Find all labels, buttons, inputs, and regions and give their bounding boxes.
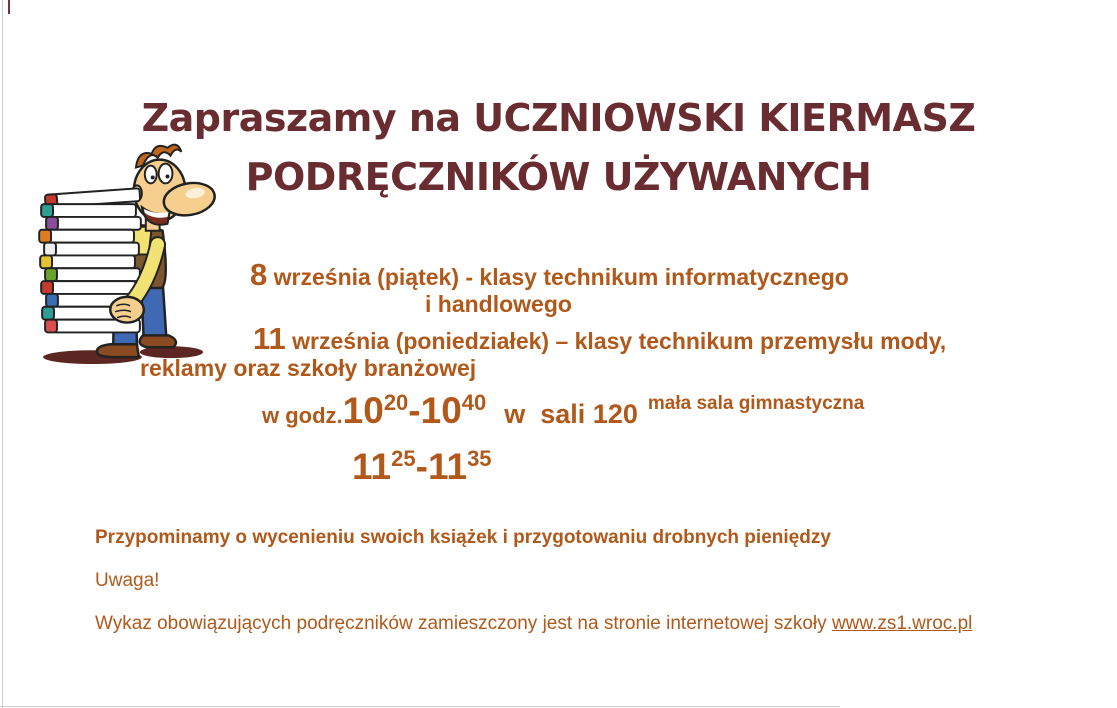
schedule-line-2-text: września (poniedziałek) – klasy technikum przemysłu mody, [285,328,947,354]
time-prefix: w godz. [262,403,343,428]
time-start-hour: 11 [352,446,392,487]
notice-text: Uwaga! [95,570,160,591]
man-with-books-illustration [30,134,230,366]
schedule-line-1-continuation: i handlowego [425,291,572,317]
corner-marker [8,0,10,14]
page-bottom-edge-line [0,706,840,707]
time-end-hour: 10 [420,390,462,431]
schedule-day-number: 8 [250,257,268,292]
school-website-link[interactable]: www.zs1.wroc.pl [831,613,973,634]
schedule-line-1 [250,256,849,293]
info-text [95,613,972,635]
info-text-body: Wykaz obowiązujących podręczników zamieszczony jest na stronie internetowej szkoły [95,613,832,634]
poster-title-line1: Zapraszamy na UCZNIOWSKI KIERMASZ [141,96,976,140]
poster-title-line2: PODRĘCZNIKÓW UŻYWANYCH [245,155,872,199]
time-start-hour: 10 [342,390,384,431]
time-end-minutes: 40 [461,390,487,415]
reminder-text: Przypominamy o wycenieniu swoich książek i przygotowaniu drobnych pieniędzy [95,527,831,548]
time-slot-line-2 [352,446,492,488]
schedule-day-number: 11 [253,321,286,356]
room-location: w sali 120 [504,399,638,429]
time-start-minutes: 25 [391,446,416,471]
time-slot-line-1 [262,390,864,432]
schedule-line-2 [253,320,946,357]
time-end-minutes: 35 [467,446,492,471]
time-start-minutes: 20 [383,390,409,415]
time-end-hour: 11 [427,446,468,487]
schedule-line-2-continuation: reklamy oraz szkoły branżowej [140,355,477,381]
room-note: mała sala gimnastyczna [647,393,865,414]
time-dash: - [415,446,428,487]
time-dash: - [408,390,421,431]
schedule-line-1-text: września (piątek) - klasy technikum informatycznego [267,264,849,290]
